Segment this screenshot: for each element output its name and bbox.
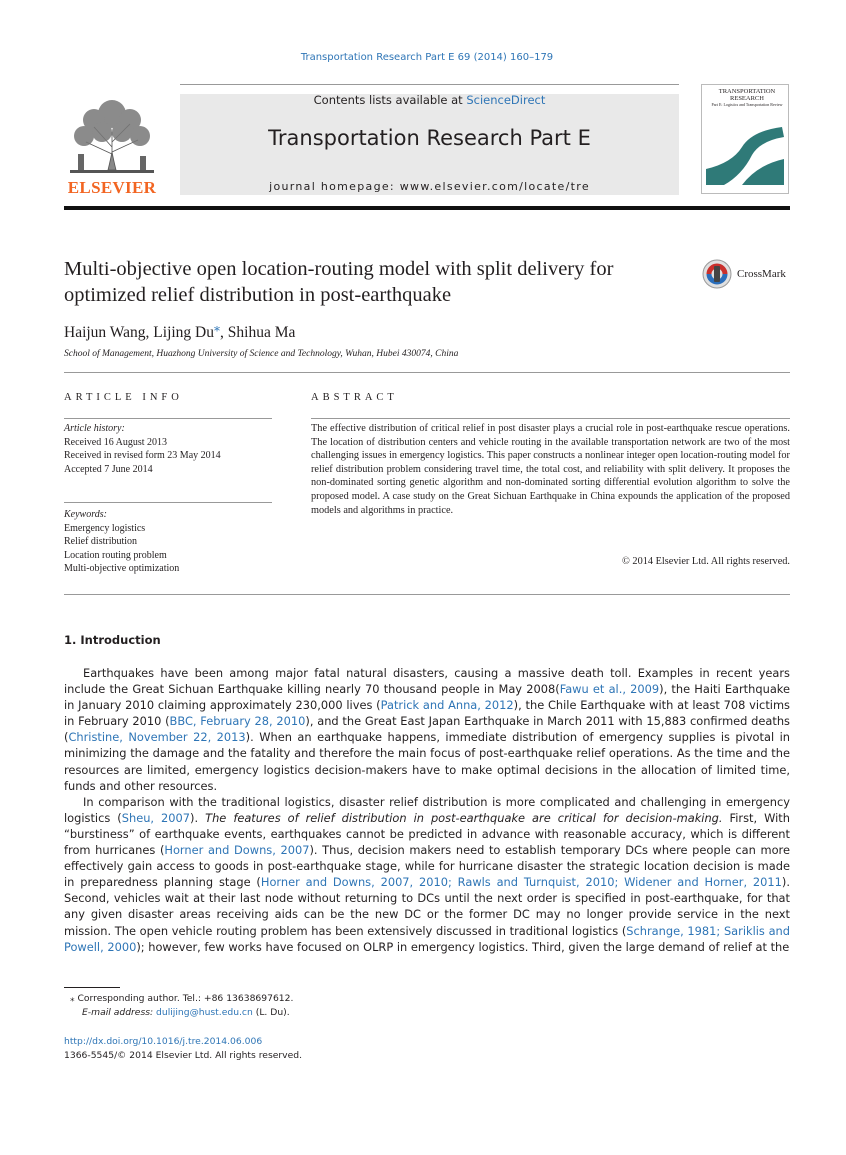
publisher-wordmark: ELSEVIER [67, 178, 157, 197]
history-accepted: Accepted 7 June 2014 [64, 463, 153, 475]
crossmark-label[interactable]: CrossMark [737, 268, 786, 280]
citation-link[interactable]: BBC, February 28, 2010 [169, 714, 306, 729]
text-run: ). Second, vehicles wait at their last node without returning to DCs until the next order is specified in post-earthquake, for that any given disaster areas receiving aids can be the new DC or the former DC may no longer provide service in the next mission. The open vehicle routing problem has been extensively discussed in traditional logistics ( [64, 875, 790, 938]
citation-link[interactable]: Fawu et al., 2009 [559, 682, 660, 697]
text-run: ); however, few works have focused on OLRP in emergency logistics. Third, given the large demand of relief at the [136, 939, 790, 954]
keyword-item: Location routing problem [64, 549, 167, 561]
italic-text-run: The features of relief distribution in post-earthquake are critical for decision-making. [205, 810, 723, 825]
keyword-item: Relief distribution [64, 536, 138, 547]
text-run: ). [190, 810, 206, 825]
email-link[interactable]: dulijing@hust.edu.cn [156, 1007, 253, 1018]
abstract-rule [311, 418, 790, 419]
corresponding-author-mark[interactable]: ⁎ [214, 320, 221, 334]
journal-homepage[interactable]: journal homepage: www.elsevier.com/locate/tre [269, 180, 590, 193]
cover-subtitle: Part E: Logistics and Transportation Review [711, 102, 783, 107]
header-thick-rule [64, 206, 790, 210]
citation-link[interactable]: Horner and Downs, 2007 [164, 843, 310, 858]
doi-block [64, 1035, 302, 1062]
sciencedirect-link[interactable]: ScienceDirect [466, 93, 546, 107]
keyword-item: Emergency logistics [64, 522, 146, 534]
cover-title-text: TRANSPORTATION RESEARCH [718, 88, 776, 102]
footnote-text: Corresponding author. Tel.: +86 13638697612. [74, 993, 294, 1004]
text-run: ), and the Great East Japan Earthquake in March 2011 with 15,883 confirmed deaths ( [64, 714, 790, 745]
history-received: Received 16 August 2013 [64, 436, 168, 448]
history-revised: Received in revised form 23 May 2014 [64, 450, 221, 461]
corresponding-author-note [64, 992, 564, 1006]
citation-link[interactable]: Horner and Downs, 2007, 2010; Rawls and Turnquist, 2010; Widener and Horner, 2011 [260, 875, 782, 890]
footnote-rule [64, 987, 120, 988]
journal-title: Transportation Research Part E [268, 126, 591, 150]
introduction-body [64, 665, 790, 955]
issn-line: 1366-5545/© 2014 Elsevier Ltd. All rights reserved. [64, 1049, 303, 1061]
text-run: First, With “burstiness” of earthquake events, earthquakes cannot be predicted in advance with reasonable accuracy, which is different from hurricanes ( [64, 810, 790, 858]
email-label: E-mail address: [82, 1007, 157, 1018]
paragraph [64, 794, 790, 955]
text-run: ). Thus, decision makers need to establish temporary DCs where people can more effectively gain access to goods in post-earthquake stage, while for hurricane disaster the strategic location decision is made in preparedness planning stage ( [64, 843, 790, 890]
contents-line [180, 93, 679, 107]
contents-prefix: Contents lists available at [313, 93, 467, 107]
text-run: In comparison with the traditional logistics, disaster relief distribution is more complicated and challenging in emergency logistics ( [64, 794, 790, 825]
abstract-text: The effective distribution of critical relief in post disaster plays a crucial role in post-earthquake rescue operations. The location of distribution centers and vehicle routing in the available transportation network are two of the most challenging issues in emergency logistics. This paper constructs a nonlinear integer open location-routing model for relief distribution problem considering travel time, the total cost, and reliability with split delivery. It proposes the non-dominated sorting genetic algorithm and non-dominated sorting differential evolution algorithm to solve the proposed model. A case study on the Great Sichuan Earthquake in China expounds the application of the proposed models and algorithms in practice. [311, 423, 790, 516]
abstract-copyright: © 2014 Elsevier Ltd. All rights reserved. [622, 556, 790, 567]
keywords-label: Keywords: [64, 509, 107, 520]
text-run: ), the Haiti Earthquake in January 2010 claiming approximately 230,000 lives ( [64, 682, 790, 713]
keywords-rule [64, 502, 272, 503]
abstract-heading: ABSTRACT [311, 392, 398, 403]
text-run: ). When an earthquake happens, immediate distribution of emergency supplies is pivotal in minimizing the damage and the fatality and therefore the main focus of post-earthquake relief operations. As the time and the resources are limited, emergency logistics decision-makers have to make optimal decisions in the allocation of limited time, funds and other resources. [64, 730, 790, 793]
paragraph [64, 665, 790, 794]
affiliation: School of Management, Huazhong University of Science and Technology, Wuhan, Hubei 430074, China [64, 349, 459, 359]
citation-link[interactable]: Patrick and Anna, 2012 [380, 698, 514, 713]
keywords [64, 508, 274, 576]
keyword-item: Multi-objective optimization [64, 563, 180, 574]
footnote-mark: ⁎ [70, 993, 75, 1004]
header-top-rule [180, 84, 679, 85]
text-run: Earthquakes have been among major fatal natural disasters, causing a massive death toll. Examples in recent years include the Great Sichuan Earthquake killing nearly 70 thousand people in May 2008( [64, 666, 790, 697]
citation-link[interactable]: Schrange, 1981; Sariklis and Powell, 2000 [64, 923, 790, 954]
journal-reference-link[interactable]: Transportation Research Part E 69 (2014) 160–179 [300, 52, 554, 63]
authors-first: Haijun Wang, Lijing Du [64, 324, 215, 342]
email-note [64, 1006, 564, 1020]
email-suffix: (L. Du). [252, 1007, 290, 1018]
article-title: Multi-objective open location-routing model with split delivery for optimized relief distribution in post-earthquake [64, 258, 614, 306]
text-run: ), the Chile Earthquake with at least 708 victims in February 2010 ( [64, 698, 790, 729]
citation-link[interactable]: Sheu, 2007 [121, 810, 191, 825]
history-label: Article history: [64, 423, 125, 434]
authors-last: , Shihua Ma [220, 324, 296, 342]
footnotes [64, 992, 564, 1020]
article-history [64, 422, 274, 476]
cover-title [707, 88, 787, 107]
section-heading-introduction: 1. Introduction [64, 633, 161, 647]
citation-link[interactable]: Christine, November 22, 2013 [68, 730, 246, 745]
abstract-bottom-rule [64, 594, 790, 595]
affiliation-rule [64, 372, 790, 373]
author-list [64, 320, 295, 342]
article-info-rule [64, 418, 272, 419]
article-info-heading: ARTICLE INFO [64, 392, 183, 403]
doi-link[interactable]: http://dx.doi.org/10.1016/j.tre.2014.06.006 [64, 1036, 263, 1047]
